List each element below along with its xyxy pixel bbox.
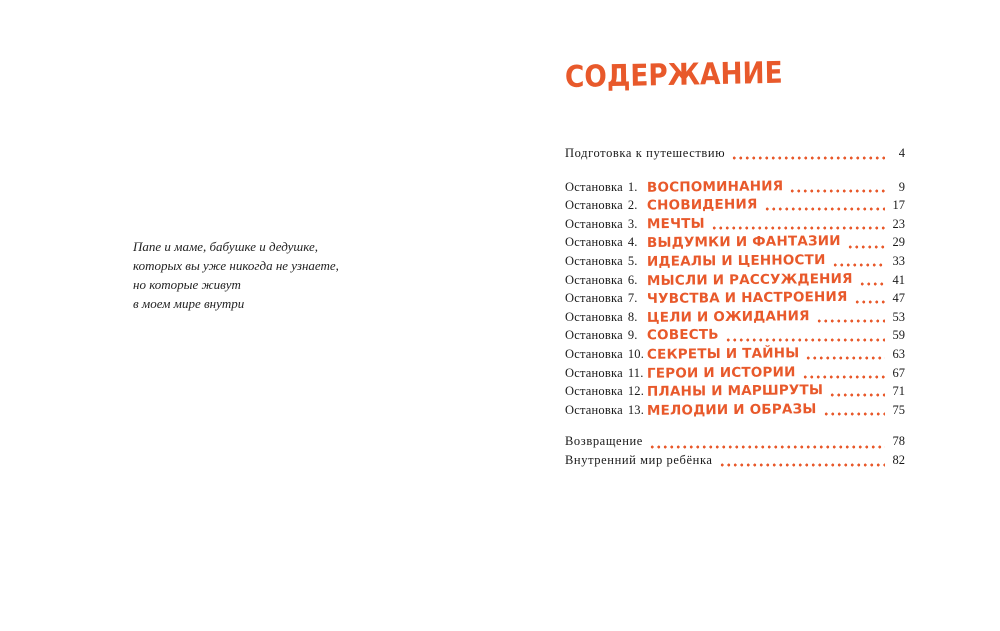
toc-stop-word: Остановка [565,235,623,250]
toc-stop-topic: МЕЛОДИИ И ОБРАЗЫ [646,400,817,419]
toc-stop-label [565,235,647,250]
toc-stop-topic: ЦЕЛИ И ОЖИДАНИЯ [646,307,810,326]
toc-stop-word: Остановка [565,179,623,194]
toc-entry-stop[interactable] [565,179,905,198]
toc-stop-label [565,198,647,213]
dot-leader [854,300,885,304]
toc-stop-word: Остановка [565,291,623,306]
toc-page-number: 71 [892,384,905,399]
toc-stop-topic: СЕКРЕТЫ И ТАЙНЫ [646,345,800,363]
toc-stop-number: 3. [627,216,638,231]
toc-page-number: 33 [892,253,905,268]
toc-stop-word: Остановка [565,253,623,268]
dot-leader [823,412,885,416]
dot-leader [802,375,885,379]
toc-page-number: 29 [892,235,905,250]
toc-page-number: 53 [892,309,905,324]
toc-entry-stop[interactable] [565,197,905,216]
toc-spacer [565,420,905,434]
toc-entry-stop[interactable] [565,309,905,328]
dot-leader [816,319,885,323]
toc-stop-label [565,180,647,195]
toc-page-number: 67 [892,365,905,380]
dot-leader [719,463,885,467]
toc-stop-number: 13. [627,402,645,417]
toc-stop-number: 6. [627,272,638,287]
dot-leader [649,445,885,449]
toc-stop-topic: ЧУВСТВА И НАСТРОЕНИЯ [646,289,848,308]
toc-page-number: 63 [892,346,905,361]
toc-stop-topic: ВОСПОМИНАНИЯ [646,177,784,196]
toc-entry-stop[interactable] [565,402,905,421]
toc-entry-inner-world[interactable] [565,453,905,472]
toc-stop-number: 1. [627,179,638,194]
toc-stop-number: 7. [627,291,638,306]
dot-leader [731,156,885,160]
toc-stop-topic: СОВЕСТЬ [646,326,719,344]
toc-stop-label [565,291,647,306]
toc-stop-number: 12. [627,384,645,399]
toc-stop-number: 4. [627,235,638,250]
toc-stop-word: Остановка [565,272,623,287]
toc-stop-number: 5. [627,253,638,268]
toc-page-number: 9 [898,179,905,194]
toc-entry-stop[interactable] [565,272,905,291]
table-of-contents [565,146,905,472]
toc-entry-stop[interactable] [565,346,905,365]
toc-page-number: 47 [892,291,905,306]
toc-entry-stop[interactable] [565,383,905,402]
toc-entry-stop[interactable] [565,365,905,384]
toc-stop-topic: МЫСЛИ И РАССУЖДЕНИЯ [646,270,853,289]
dot-leader [832,263,885,267]
toc-entry-stop[interactable] [565,234,905,253]
toc-stop-topic: СНОВИДЕНИЯ [646,196,758,214]
dot-leader [711,226,885,230]
toc-stop-topic: МЕЧТЫ [646,215,705,233]
toc-entry-label: Подготовка к путешествию [565,146,726,160]
toc-stop-word: Остановка [565,328,623,343]
toc-entry-stop[interactable] [565,327,905,346]
toc-entry-stop[interactable] [565,253,905,272]
toc-stop-topic: ПЛАНЫ И МАРШРУТЫ [646,382,824,401]
dot-leader [829,393,885,397]
toc-stops [565,179,905,421]
dot-leader [789,189,885,193]
dot-leader [725,338,885,342]
dot-leader [805,356,885,360]
toc-stop-word: Остановка [565,216,623,231]
toc-stop-label [565,310,647,325]
toc-spacer [565,165,905,179]
dedication [133,237,413,313]
toc-page-number: 17 [892,198,905,213]
dot-leader [764,207,885,211]
toc-entry-stop[interactable] [565,290,905,309]
toc-stop-number: 9. [627,328,638,343]
toc-stop-label [565,254,647,269]
toc-page-number: 75 [892,402,905,417]
toc-stop-topic: ГЕРОИ И ИСТОРИИ [646,363,796,382]
toc-entry-intro[interactable] [565,146,905,165]
toc-stop-label [565,347,647,362]
toc-title: СОДЕРЖАНИЕ [564,55,783,95]
toc-page-number: 4 [898,146,905,160]
toc-stop-word: Остановка [565,309,623,324]
toc-page-number: 82 [892,452,905,467]
toc-stop-label [565,273,647,288]
toc-stop-word: Остановка [565,402,623,417]
dedication-line: Папе и маме, бабушке и дедушке, [133,239,318,254]
toc-page-number: 78 [892,434,905,449]
toc-stop-topic: ИДЕАЛЫ И ЦЕННОСТИ [646,252,826,270]
toc-stop-topic: ВЫДУМКИ И ФАНТАЗИИ [646,233,841,252]
toc-stop-number: 10. [627,346,645,361]
toc-stop-word: Остановка [565,365,623,380]
toc-stop-label [565,217,647,232]
toc-entry-stop[interactable] [565,216,905,235]
toc-stop-word: Остановка [565,384,623,399]
toc-entry-return[interactable] [565,434,905,453]
dedication-line: но которые живут [133,277,241,292]
toc-stop-number: 2. [627,198,638,213]
toc-stop-label [565,328,647,343]
dot-leader [847,245,885,249]
dedication-line: в моем мире внутри [133,296,245,311]
toc-stop-word: Остановка [565,198,623,213]
toc-stop-label [565,384,647,399]
dot-leader [859,282,885,286]
toc-stop-label [565,403,647,418]
toc-entry-label: Возвращение [565,434,643,449]
toc-page-number: 23 [892,216,905,231]
dedication-line: которых вы уже никогда не узнаете, [133,258,339,273]
toc-stop-label [565,366,647,381]
toc-stop-number: 11. [627,365,644,380]
toc-page-number: 59 [892,328,905,343]
toc-stop-word: Остановка [565,346,623,361]
toc-stop-number: 8. [627,309,638,324]
toc-entry-label: Внутренний мир ребёнка [565,452,713,467]
toc-page-number: 41 [892,272,905,287]
